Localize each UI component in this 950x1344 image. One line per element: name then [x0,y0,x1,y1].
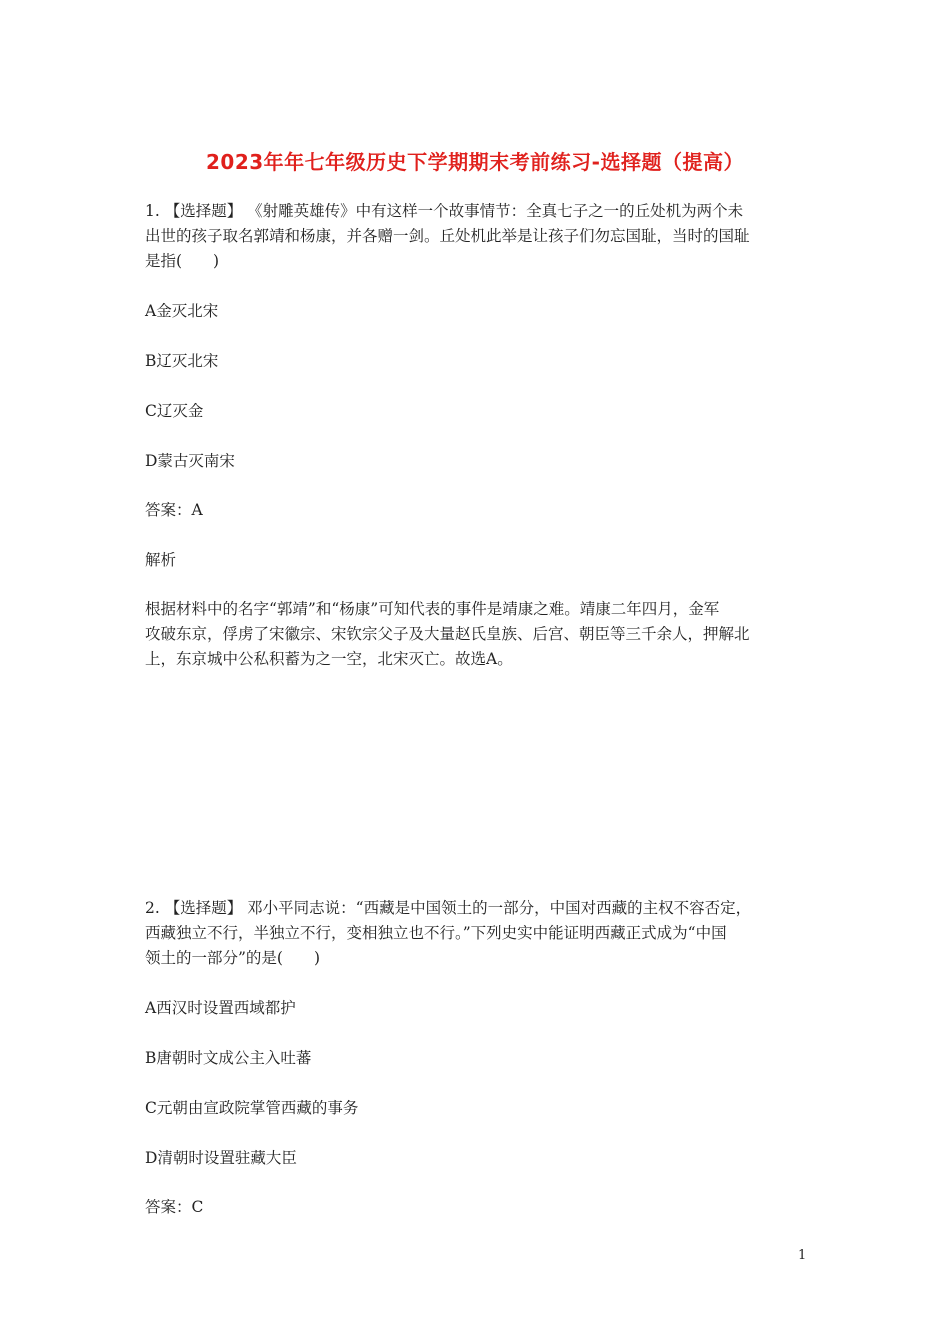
question-1-option-b: B辽灭北宋 [145,352,219,370]
question-2-option-c: C元朝由宣政院掌管西藏的事务 [145,1099,359,1117]
question-1-analysis [145,597,815,672]
document-title: 2023年年七年级历史下学期期末考前练习-选择题（提高） [206,150,744,174]
question-1-option-a: A金灭北宋 [145,302,219,320]
stem-line: 是指( ) [145,252,220,270]
page-number: 1 [798,1248,807,1263]
question-2-option-b: B唐朝时文成公主入吐蕃 [145,1049,312,1067]
question-2-stem [145,896,815,971]
question-1-option-c: C辽灭金 [145,402,204,420]
question-2-option-d: D清朝时设置驻藏大臣 [145,1149,297,1167]
stem-line: 领土的一部分”的是( ) [145,949,321,967]
analysis-line: 根据材料中的名字“郭靖”和“杨康”可知代表的事件是靖康之难。靖康二年四月，金军 [145,600,720,618]
analysis-line: 上，东京城中公私积蓄为之一空，北宋灭亡。故选A。 [145,650,513,668]
analysis-line: 攻破东京，俘虏了宋徽宗、宋钦宗父子及大量赵氏皇族、后宫、朝臣等三千余人，押解北 [145,625,750,643]
stem-line: 1. 【选择题】 《射雕英雄传》中有这样一个故事情节：全真七子之一的丘处机为两个未 [145,202,744,220]
stem-line: 西藏独立不行，半独立不行，变相独立也不行。”下列史实中能证明西藏正式成为“中国 [145,924,727,942]
question-1-answer: 答案：A [145,501,203,519]
stem-line: 出世的孩子取名郭靖和杨康，并各赠一剑。丘处机此举是让孩子们勿忘国耻，当时的国耻 [145,227,750,245]
question-1-stem [145,199,815,274]
question-1-analysis-label: 解析 [145,551,177,569]
question-2-option-a: A西汉时设置西域都护 [145,999,296,1017]
question-1-option-d: D蒙古灭南宋 [145,452,235,470]
question-2-answer: 答案：C [145,1198,204,1216]
stem-line: 2. 【选择题】 邓小平同志说：“西藏是中国领土的一部分，中国对西藏的主权不容否定， [145,899,752,917]
